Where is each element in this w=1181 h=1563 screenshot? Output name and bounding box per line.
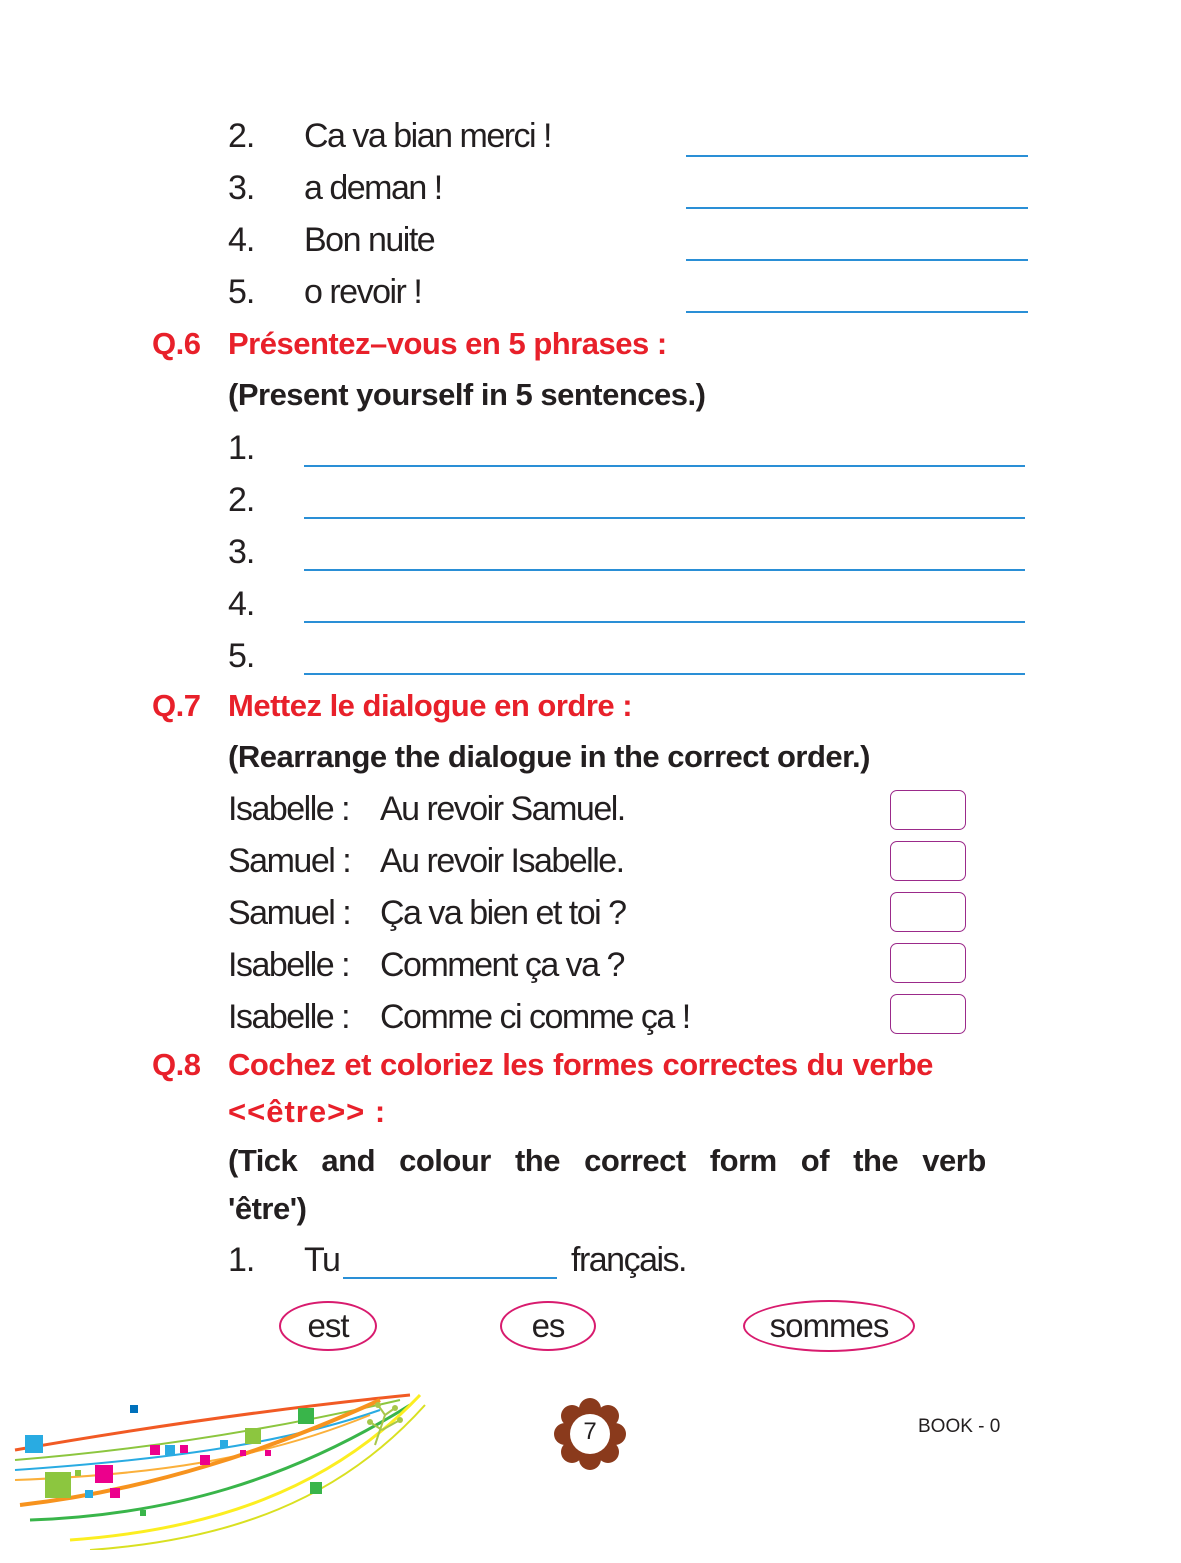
fill-in-blank-line[interactable] [343, 1277, 557, 1279]
dialogue-line: Au revoir Isabelle. [380, 842, 624, 880]
answer-line[interactable] [686, 155, 1028, 157]
order-box[interactable] [890, 943, 966, 983]
q5-item-number: 3. [228, 169, 255, 207]
q7-title-fr: Mettez le dialogue en ordre : [228, 688, 633, 723]
verb-option-est[interactable]: est [279, 1301, 377, 1351]
book-label: BOOK - 0 [918, 1416, 1001, 1437]
q5-item-number: 5. [228, 273, 255, 311]
q5-item-text: o revoir ! [304, 273, 422, 311]
q5-item-number: 2. [228, 117, 255, 155]
q8-item-subject: Tu [304, 1241, 340, 1279]
order-box[interactable] [890, 994, 966, 1034]
order-box[interactable] [890, 790, 966, 830]
dialogue-speaker: Isabelle : [228, 946, 350, 984]
answer-line[interactable] [304, 517, 1025, 519]
answer-line[interactable] [304, 673, 1025, 675]
answer-line[interactable] [304, 569, 1025, 571]
q6-title-en: (Present yourself in 5 sentences.) [228, 377, 706, 412]
q7-title-en: (Rearrange the dialogue in the correct order.) [228, 739, 870, 774]
answer-line[interactable] [304, 465, 1025, 467]
dialogue-line: Comment ça va ? [380, 946, 624, 984]
q5-item-text: a deman ! [304, 169, 442, 207]
dialogue-speaker: Isabelle : [228, 998, 350, 1036]
dialogue-line: Ça va bien et toi ? [380, 894, 626, 932]
q5-item-number: 4. [228, 221, 255, 259]
dialogue-speaker: Isabelle : [228, 790, 350, 828]
q6-line-number: 1. [228, 429, 255, 467]
answer-line[interactable] [686, 259, 1028, 261]
page-number: 7 [583, 1418, 597, 1445]
q8-title-fr-line1: Cochez et coloriez les formes correctes du verbe [228, 1047, 933, 1082]
q8-item-number: 1. [228, 1241, 255, 1279]
q5-item-text: Ca va bian merci ! [304, 117, 551, 155]
decorative-swoosh-graphic [10, 1390, 430, 1550]
q6-number: Q.6 [152, 326, 201, 361]
q5-item-text: Bon nuite [304, 221, 435, 259]
answer-line[interactable] [686, 311, 1028, 313]
verb-option-sommes[interactable]: sommes [743, 1300, 915, 1352]
dialogue-speaker: Samuel : [228, 842, 351, 880]
q6-title-fr: Présentez–vous en 5 phrases : [228, 326, 667, 361]
order-box[interactable] [890, 841, 966, 881]
q6-line-number: 5. [228, 637, 255, 675]
q7-number: Q.7 [152, 688, 201, 723]
q8-title-fr-line2: <<être>> : [228, 1094, 387, 1129]
order-box[interactable] [890, 892, 966, 932]
answer-line[interactable] [686, 207, 1028, 209]
q6-line-number: 2. [228, 481, 255, 519]
q8-number: Q.8 [152, 1047, 201, 1082]
answer-line[interactable] [304, 621, 1025, 623]
q8-title-en-line2: 'être') [228, 1191, 307, 1226]
q6-line-number: 4. [228, 585, 255, 623]
verb-option-es[interactable]: es [500, 1301, 596, 1351]
q8-title-en-line1: (Tick and colour the correct form of the verb [228, 1143, 986, 1178]
dialogue-line: Comme ci comme ça ! [380, 998, 690, 1036]
dialogue-line: Au revoir Samuel. [380, 790, 625, 828]
q6-line-number: 3. [228, 533, 255, 571]
dialogue-speaker: Samuel : [228, 894, 351, 932]
q8-item-rest: français. [571, 1241, 686, 1279]
